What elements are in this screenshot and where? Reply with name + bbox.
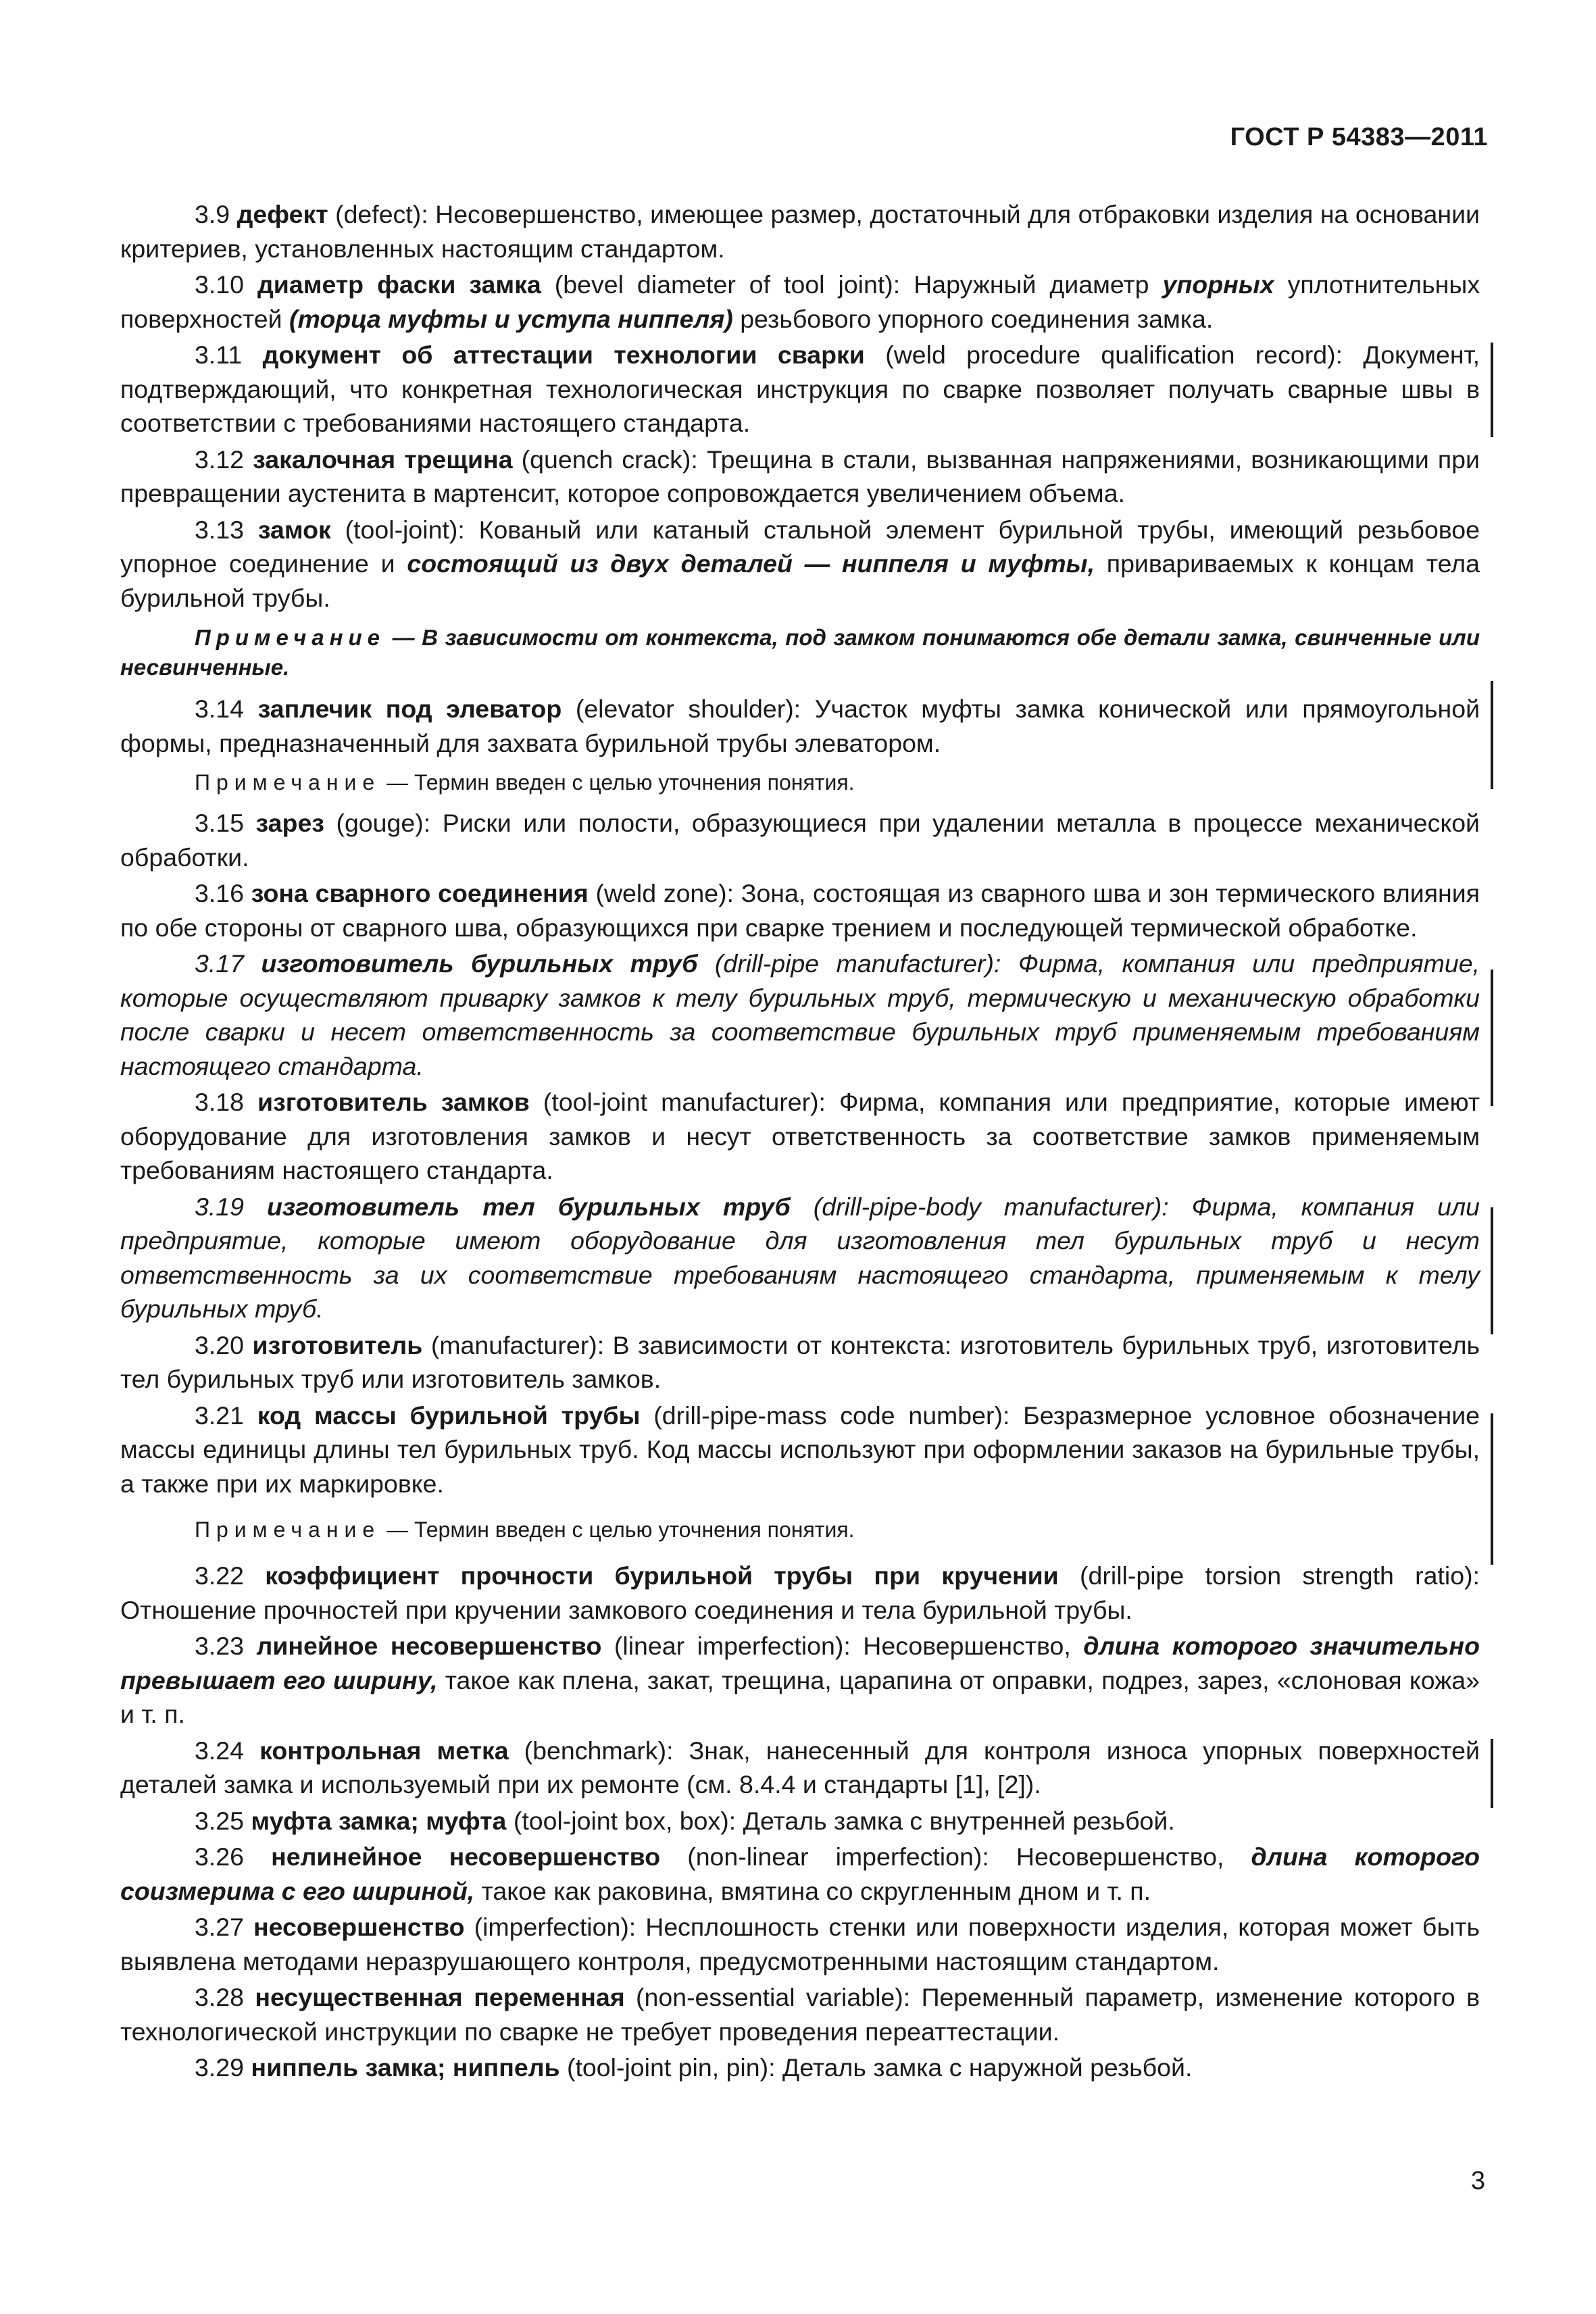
term-name: муфта замка; муфта: [251, 1806, 507, 1835]
term-entry-3-23: 3.23 линейное несовершенство (linear imperfection): Несовершенство, длина которого значительно превышает его ширину, такое как плена, закат, трещина, царапина от оправки, подрез, зарез, «слоновая кожа» и т. п.: [120, 1632, 1480, 1728]
term-entry-3-20: 3.20 изготовитель (manufacturer): В зависимости от контекста: изготовитель бурильных труб, изготовитель тел бурильных труб или изготовитель замков.: [120, 1330, 1480, 1393]
terms-content: [120, 197, 1480, 2087]
term-name: код массы бурильной трубы: [257, 1401, 641, 1430]
term-name: зона сварного соединения: [251, 879, 589, 907]
term-entry-3-19: 3.19 изготовитель тел бурильных труб (drill-pipe-body manufacturer): Фирма, компания или предприятие, которые имеют оборудование для изготовления тел бурильных труб и несут ответственность за их соответствие требованиям настоящего стандарта, применяемым к телу бурильных труб.: [120, 1192, 1480, 1323]
term-entry-3-29: 3.29 ниппель замка; ниппель (tool-joint pin, pin): Деталь замка с наружной резьбой.: [195, 2053, 1193, 2082]
term-entry-3-11: 3.11 документ об аттестации технологии сварки (weld procedure qualification record): Документ, подтверждающий, что конкретная технологическая инструкция по сварке позволяет получать сварные швы в соответствии с требованиями настоящего стандарта.: [120, 341, 1480, 437]
term-entry-3-25: 3.25 муфта замка; муфта (tool-joint box, box): Деталь замка с внутренней резьбой.: [195, 1806, 1175, 1835]
term-entry-3-18: 3.18 изготовитель замков (tool-joint manufacturer): Фирма, компания или предприятие, которые имеют оборудование для изготовления замков и несут ответственность за соответствие замков применяемым требованиям настоящего стандарта.: [120, 1088, 1480, 1184]
term-entry-3-12: 3.12 закалочная трещина (quench crack): Трещина в стали, вызванная напряжениями, возникающими при превращении аустенита в мартенсит, которое сопровождается увеличением объема.: [120, 445, 1480, 507]
term-name: закалочная трещина: [253, 445, 513, 474]
term-entry-3-17: 3.17 изготовитель бурильных труб (drill-pipe manufacturer): Фирма, компания или предприятие, которые осуществляют приварку замков к телу бурильных труб, термическую и механическую обработки после сварки и несет ответственность за соответствие бурильных труб применяемым требованиям настоящего стандарта.: [120, 949, 1480, 1080]
term-name: заплечик под элеватор: [257, 695, 562, 723]
term-name: контрольная метка: [259, 1736, 509, 1765]
standard-header: ГОСТ Р 54383—2011: [1230, 123, 1488, 151]
term-name: документ об аттестации технологии сварки: [262, 341, 865, 369]
change-bar: [1491, 681, 1493, 789]
change-bar: [1491, 1739, 1493, 1808]
change-bar: [1491, 970, 1493, 1106]
term-entry-3-21: 3.21 код массы бурильной трубы (drill-pipe-mass code number): Безразмерное условное обозначение массы единицы длины тел бурильных труб. Код массы используют при оформлении заказов на бурильные трубы, а также при их маркировке.: [120, 1401, 1480, 1498]
term-name: изготовитель тел бурильных труб: [267, 1192, 791, 1221]
term-name: дефект: [236, 200, 328, 228]
change-bar: [1491, 343, 1493, 437]
term-name: диаметр фаски замка: [257, 270, 541, 299]
term-name: линейное несовершенство: [256, 1632, 602, 1660]
term-entry-3-10: 3.10 диаметр фаски замка (bevel diameter of tool joint): Наружный диаметр упорных уплотнительных поверхностей (торца муфты и уступа ниппеля) резьбового упорного соединения замка.: [120, 270, 1480, 333]
change-bar: [1491, 1207, 1493, 1334]
term-entry-3-13: 3.13 замок (tool-joint): Кованый или катаный стальной элемент бурильной трубы, имеющий резьбовое упорное соединение и состоящий из двух деталей — ниппеля и муфты, привариваемых к концам тела бурильной трубы.: [120, 515, 1480, 612]
note-3-13: Примечание — В зависимости от контекста, под замком понимаются обе детали замка, свинченные или несвинченные.: [120, 625, 1480, 680]
term-entry-3-15: 3.15 зарез (gouge): Риски или полости, образующиеся при удалении металла в процессе механической обработки.: [120, 809, 1480, 872]
term-entry-3-16: 3.16 зона сварного соединения (weld zone): Зона, состоящая из сварного шва и зон термического влияния по обе стороны от сварного шва, образующихся при сварке трением и последующей термической обработке.: [120, 879, 1480, 942]
change-bar: [1491, 1413, 1493, 1565]
term-entry-3-24: 3.24 контрольная метка (benchmark): Знак, нанесенный для контроля износа упорных поверхностей деталей замка и используемый при их ремонте (см. 8.4.4 и стандарты [1], [2]).: [120, 1736, 1480, 1799]
term-name: коэффициент прочности бурильной трубы при кручении: [265, 1561, 1059, 1590]
term-entry-3-27: 3.27 несовершенство (imperfection): Несплошность стенки или поверхности изделия, которая может быть выявлена методами неразрушающего контроля, предусмотренными настоящим стандартом.: [120, 1913, 1480, 1976]
page-number: 3: [1470, 2167, 1485, 2195]
term-name: замок: [257, 515, 331, 544]
term-name: несущественная переменная: [255, 1983, 625, 2011]
term-entry-3-14: 3.14 заплечик под элеватор (elevator shoulder): Участок муфты замка конической или прямоугольной формы, предназначенный для захвата бурильной трубы элеватором.: [120, 695, 1480, 757]
term-entry-3-26: 3.26 нелинейное несовершенство (non-linear imperfection): Несовершенство, длина которого соизмерима с его шириной, такое как раковина, вмятина со скругленным дном и т. п.: [120, 1842, 1480, 1905]
term-name: нелинейное несовершенство: [271, 1842, 661, 1871]
term-entry-3-9: 3.9 дефект (defect): Несовершенство, имеющее размер, достаточный для отбраковки изделия на основании критериев, установленных настоящим стандартом.: [120, 200, 1480, 263]
term-name: изготовитель бурильных труб: [261, 949, 698, 978]
term-name: ниппель замка; ниппель: [251, 2053, 560, 2082]
term-name: несовершенство: [253, 1913, 465, 1941]
term-name: изготовитель замков: [257, 1088, 530, 1116]
note-3-21: Примечание — Термин введен с целью уточнения понятия.: [195, 1517, 855, 1542]
term-name: изготовитель: [252, 1330, 423, 1359]
term-entry-3-28: 3.28 несущественная переменная (non-essential variable): Переменный параметр, изменение которого в технологической инструкции по сварке не требует проведения переаттестации.: [120, 1983, 1480, 2046]
term-entry-3-22: 3.22 коэффициент прочности бурильной трубы при кручении (drill-pipe torsion strength ratio): Отношение прочностей при кручении замкового соединения и тела бурильной трубы.: [120, 1561, 1480, 1624]
term-name: зарез: [255, 809, 324, 837]
note-3-14: Примечание — Термин введен с целью уточнения понятия.: [195, 770, 855, 795]
